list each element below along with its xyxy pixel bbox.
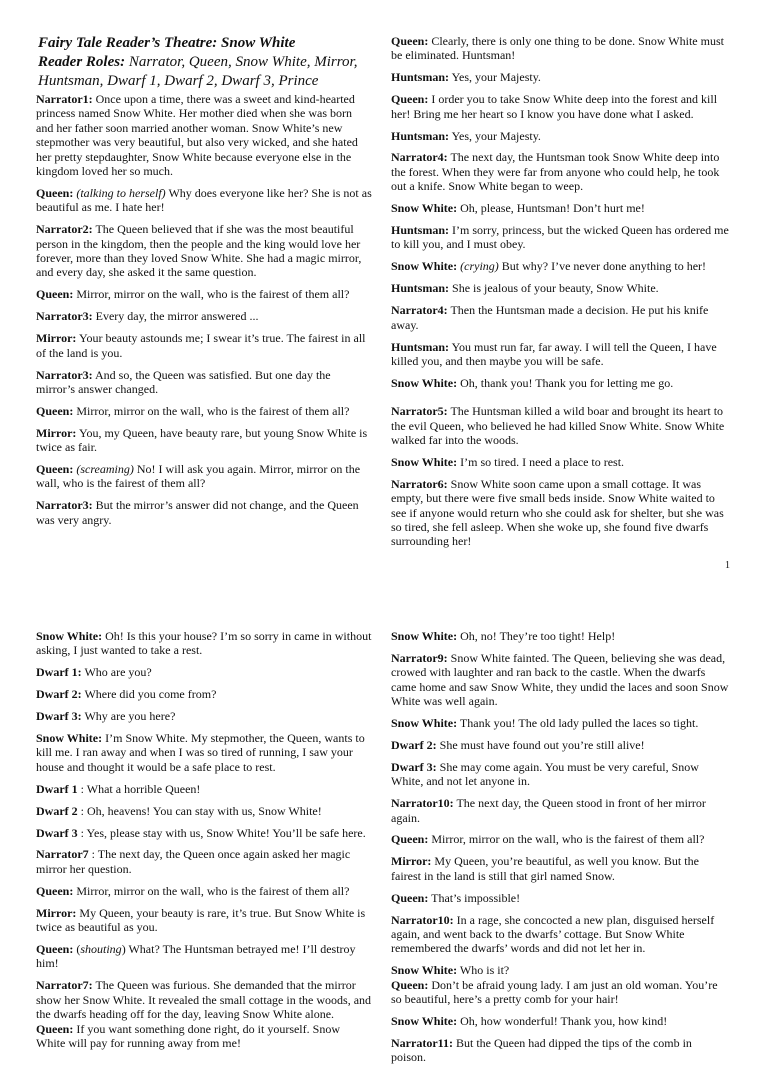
script-line	[391, 223, 729, 252]
script-line	[36, 782, 372, 796]
script-line	[391, 34, 729, 63]
script-line	[36, 287, 372, 301]
script-line	[391, 832, 729, 846]
page-2-right-column	[391, 629, 729, 1072]
page-1-right-column	[391, 34, 729, 556]
speaker-label: Narrator7:	[36, 978, 93, 993]
line-text: The next day, the Huntsman took Snow White deep into the forest. When they were far from anyone who could help, he took out a knife. Snow White began to weep.	[391, 150, 720, 194]
speaker-label: Dwarf 3:	[391, 759, 437, 774]
script-line	[391, 651, 729, 709]
script-line	[391, 477, 729, 549]
speaker-label: Narrator4:	[391, 150, 448, 165]
line-text: Oh, please, Huntsman! Don’t hurt me!	[460, 201, 645, 216]
speaker-label: Huntsman:	[391, 223, 450, 238]
script-line	[36, 731, 372, 774]
line-text: Clearly, there is only one thing to be done. Snow White must be eliminated. Huntsman!	[391, 34, 724, 63]
script-line	[391, 716, 729, 730]
script-line	[391, 70, 729, 84]
line-text: Why are you here?	[84, 709, 176, 724]
line-text: You must run far, far away. I will tell the Queen, I have killed you, and then maybe you will be safe.	[391, 339, 717, 368]
speaker-label: Huntsman:	[391, 128, 450, 143]
speaker-label: Queen:	[36, 287, 74, 302]
page-number: 1	[725, 560, 730, 571]
line-text: Once upon a time, there was a sweet and kind-hearted princess named Snow White. Her mother died when she was born and her father soon married another woman. Snow White’s new stepmother was very beautiful, but also very wicked, and she hated her pretty stepdaughter, Snow White because everyone else in the kingdom loved her so much.	[36, 92, 358, 179]
speaker-label: Dwarf 2:	[36, 687, 82, 702]
script-line	[36, 222, 372, 280]
speaker-label: Narrator7	[36, 847, 89, 862]
script-line	[36, 942, 372, 971]
script-line	[391, 404, 729, 447]
line-text: In a rage, she concocted a new plan, disguised herself again, and went back to the dwarfs’ cottage. But Snow White remembered the dwarfs’ words and did not let her in.	[391, 912, 715, 956]
speaker-label: Queen:	[391, 890, 429, 905]
script-line	[36, 978, 372, 1021]
line-text: And so, the Queen was satisfied. But one day the mirror’s answer changed.	[36, 367, 331, 396]
script-line	[391, 854, 729, 883]
script-line	[36, 309, 372, 323]
line-text: Then the Huntsman made a decision. He put his knife away.	[391, 303, 709, 332]
paren-open: (	[76, 942, 81, 956]
script-line	[36, 186, 372, 215]
script-line	[391, 340, 729, 369]
speaker-label: Narrator10:	[391, 796, 454, 811]
line-text: Yes, your Majesty.	[451, 70, 541, 85]
stage-direction: (screaming)	[76, 462, 134, 477]
line-text: You, my Queen, have beauty rare, but young Snow White is twice as fair.	[36, 425, 368, 455]
speaker-label: Snow White:	[391, 716, 458, 731]
script-line	[391, 281, 729, 295]
line-text: Oh, thank you! Thank you for letting me go.	[460, 375, 674, 390]
speaker-label: Queen:	[391, 977, 429, 992]
script-lines	[391, 34, 729, 549]
script-line	[36, 847, 372, 876]
line-text: I’m so tired. I need a place to rest.	[460, 454, 625, 469]
speaker-label: Dwarf 2	[36, 803, 78, 818]
script-line	[36, 426, 372, 455]
speaker-label: Narrator10:	[391, 912, 454, 927]
speaker-label: Narrator3:	[36, 498, 93, 513]
line-text: The Huntsman killed a wild boar and brought its heart to the evil Queen, who believed he had killed Snow White. Snow White walked far into the woods.	[391, 404, 725, 448]
script-line	[36, 665, 372, 679]
line-text: Mirror, mirror on the wall, who is the fairest of them all?	[76, 287, 350, 302]
script-line	[391, 201, 729, 215]
script-line	[391, 913, 729, 956]
speaker-label: Dwarf 1:	[36, 665, 82, 680]
speaker-label: Snow White:	[36, 629, 103, 643]
script-line	[36, 1022, 372, 1051]
stage-direction: (talking to herself)	[76, 185, 166, 200]
script-line	[391, 629, 729, 643]
speaker-label: Dwarf 3:	[36, 709, 82, 724]
speaker-label: Snow White:	[391, 259, 458, 274]
line-text: No! I will ask you again. Mirror, mirror on the wall, who is the fairest of them all?	[36, 462, 361, 491]
speaker-label: Snow White:	[391, 201, 458, 216]
script-lines	[36, 92, 372, 527]
speaker-label: Dwarf 1	[36, 781, 78, 796]
page-title: Fairy Tale Reader’s Theatre: Snow White	[38, 35, 296, 51]
line-text: My Queen, you’re beautiful, as well you know. But the fairest in the land is still that girl named Snow.	[391, 854, 699, 883]
line-text: She must have found out you’re still alive!	[439, 737, 645, 752]
line-text: But the mirror’s answer did not change, and the Queen was very angry.	[36, 498, 359, 527]
speaker-label: Narrator6:	[391, 476, 448, 491]
speaker-label: Queen:	[391, 34, 429, 48]
script-line	[36, 687, 372, 701]
script-line	[391, 376, 729, 390]
script-line	[391, 796, 729, 825]
line-text: Your beauty astounds me; I swear it’s true. The fairest in all of the land is you.	[36, 331, 366, 360]
speaker-label: Mirror:	[391, 854, 432, 869]
line-text: What? The Huntsman betrayed me! I’ll destroy him!	[36, 942, 356, 971]
script-line	[36, 906, 372, 935]
line-text: Mirror, mirror on the wall, who is the fairest of them all?	[76, 883, 350, 898]
line-text: Oh! Is this your house? I’m so sorry in came in without asking, I just wanted to take a rest.	[36, 629, 372, 658]
speaker-label: Narrator4:	[391, 303, 448, 318]
line-text: She is jealous of your beauty, Snow White.	[452, 281, 659, 296]
speaker-label: Queen:	[391, 832, 429, 847]
line-text: Oh, no! They’re too tight! Help!	[460, 629, 616, 643]
script-line	[391, 978, 729, 1007]
script-line	[391, 1014, 729, 1028]
script-line	[36, 462, 372, 491]
script-line	[36, 884, 372, 898]
script-line	[36, 804, 372, 818]
reader-roles-label: Reader Roles:	[38, 54, 126, 70]
line-text: : The next day, the Queen once again asked her magic mirror her question.	[36, 847, 351, 876]
script-line	[391, 891, 729, 905]
speaker-label: Queen:	[36, 883, 74, 898]
script-line	[391, 303, 729, 332]
line-text: Yes, your Majesty.	[451, 128, 541, 143]
speaker-label: Mirror:	[36, 425, 77, 440]
paren-close: )	[121, 942, 126, 956]
speaker-label: Queen:	[36, 185, 74, 200]
speaker-label: Narrator3:	[36, 367, 93, 382]
script-line	[391, 963, 729, 977]
line-text: Don’t be afraid young lady. I am just an old woman. You’re so beautiful, here’s a pretty comb for your hair!	[391, 977, 718, 1007]
speaker-label: Snow White:	[36, 731, 103, 746]
script-line	[391, 150, 729, 193]
script-line	[36, 826, 372, 840]
speaker-label: Snow White:	[391, 375, 458, 390]
line-text: Oh, how wonderful! Thank you, how kind!	[460, 1014, 668, 1029]
speaker-label: Queen:	[391, 92, 429, 107]
line-text: Who is it?	[459, 963, 510, 978]
line-text: I order you to take Snow White deep into the forest and kill her! Bring me her heart so I know you have done what I asked.	[391, 92, 718, 121]
line-text: : Yes, please stay with us, Snow White! You’ll be safe here.	[80, 825, 366, 840]
speaker-label: Narrator9:	[391, 650, 448, 665]
speaker-label: Narrator5:	[391, 404, 448, 419]
page-2	[0, 600, 768, 1065]
line-text: I’m Snow White. My stepmother, the Queen, wants to kill me. I ran away and when I was so tired of running, I saw your house and thought it would be a safe place to rest.	[36, 731, 365, 774]
script-line	[36, 709, 372, 723]
speaker-label: Huntsman:	[391, 70, 450, 85]
line-text: The Queen believed that if she was the most beautiful person in the kingdom, then the people and the king would love her forever, more than they loved Snow White. She had a magic mirror, and every day, she asked it the same question.	[36, 222, 362, 280]
reader-roles-list: Narrator, Queen, Snow White, Mirror, Huntsman, Dwarf 1, Dwarf 2, Dwarf 3, Prince	[38, 54, 358, 89]
line-text: If you want something done right, do it yourself. Snow White will pay for running away from me!	[36, 1021, 340, 1050]
speaker-label: Mirror:	[36, 331, 77, 346]
speaker-label: Dwarf 2:	[391, 737, 437, 752]
line-text: But why? I’ve never done anything to her!	[501, 259, 707, 274]
speaker-label: Snow White:	[391, 1014, 458, 1029]
line-text: Who are you?	[84, 665, 152, 680]
line-text: The Queen was furious. She demanded that the mirror show her Snow White. It revealed the small cottage in the woods, and the dwarfs heading off for the day, leaving Snow White alone.	[36, 978, 372, 1022]
script-line	[36, 368, 372, 397]
speaker-label: Queen:	[36, 942, 74, 956]
speaker-label: Huntsman:	[391, 281, 450, 296]
line-text: Thank you! The old lady pulled the laces so tight.	[459, 716, 699, 731]
speaker-label: Narrator1:	[36, 92, 93, 106]
script-line	[391, 760, 729, 789]
script-line	[391, 129, 729, 143]
script-line	[36, 331, 372, 360]
reader-roles	[38, 53, 372, 91]
script-line	[36, 92, 372, 178]
speaker-label: Mirror:	[36, 905, 77, 920]
script-line	[391, 455, 729, 469]
line-text: Snow White fainted. The Queen, believing she was dead, crowed with laughter and ran back to the castle. When the dwarfs came home and saw Snow White, they undid the laces and soon Snow White was well again.	[391, 650, 729, 709]
title-block	[38, 34, 372, 91]
script-line	[36, 498, 372, 527]
line-text: She may come again. You must be very careful, Snow White, and not let anyone in.	[391, 759, 699, 789]
line-text: My Queen, your beauty is rare, it’s true. But Snow White is twice as beautiful as you.	[36, 905, 366, 935]
line-text: Where did you come from?	[84, 687, 217, 702]
page-1-left-column	[36, 34, 372, 535]
line-text: Mirror, mirror on the wall, who is the fairest of them all?	[431, 832, 705, 847]
line-text: Why does everyone like her? She is not as beautiful as me. I hate her!	[36, 185, 372, 215]
line-text: That’s impossible!	[431, 890, 521, 905]
speaker-label: Queen:	[36, 462, 74, 477]
script-lines	[36, 629, 372, 1050]
speaker-label: Snow White:	[391, 963, 458, 978]
script-line	[36, 629, 372, 658]
script-line	[36, 404, 372, 418]
line-text: Every day, the mirror answered ...	[95, 309, 259, 324]
script-lines	[391, 629, 729, 1065]
speaker-label: Queen:	[36, 1021, 74, 1036]
speaker-label: Queen:	[36, 403, 74, 418]
line-text: : Oh, heavens! You can stay with us, Snow White!	[80, 803, 322, 818]
line-text: The next day, the Queen stood in front of her mirror again.	[391, 796, 706, 825]
speaker-label: Narrator11:	[391, 1035, 453, 1050]
line-text: Snow White soon came upon a small cottage. It was empty, but there were five small beds inside. Snow White waited to see if anyone would return who she could ask for shelter, but she was so tired, she fell asleep. When she woke up, she found five dwarfs surrounding her!	[391, 476, 724, 549]
script-line	[391, 92, 729, 121]
stage-direction: (crying)	[460, 259, 499, 274]
script-line	[391, 1036, 729, 1065]
speaker-label: Huntsman:	[391, 339, 450, 354]
script-line	[391, 259, 729, 273]
stage-direction: shouting	[80, 942, 122, 956]
speaker-label: Snow White:	[391, 629, 458, 643]
speaker-label: Narrator2:	[36, 222, 93, 237]
line-text: I’m sorry, princess, but the wicked Queen has ordered me to kill you, and I must obey.	[391, 223, 729, 252]
speaker-label: Dwarf 3	[36, 825, 78, 840]
script-line	[391, 738, 729, 752]
speaker-label: Narrator3:	[36, 309, 93, 324]
speaker-label: Snow White:	[391, 454, 458, 469]
line-text: : What a horrible Queen!	[80, 781, 201, 796]
line-text: Mirror, mirror on the wall, who is the fairest of them all?	[76, 403, 350, 418]
line-text: But the Queen had dipped the tips of the comb in poison.	[391, 1035, 692, 1065]
page-2-left-column	[36, 629, 372, 1058]
